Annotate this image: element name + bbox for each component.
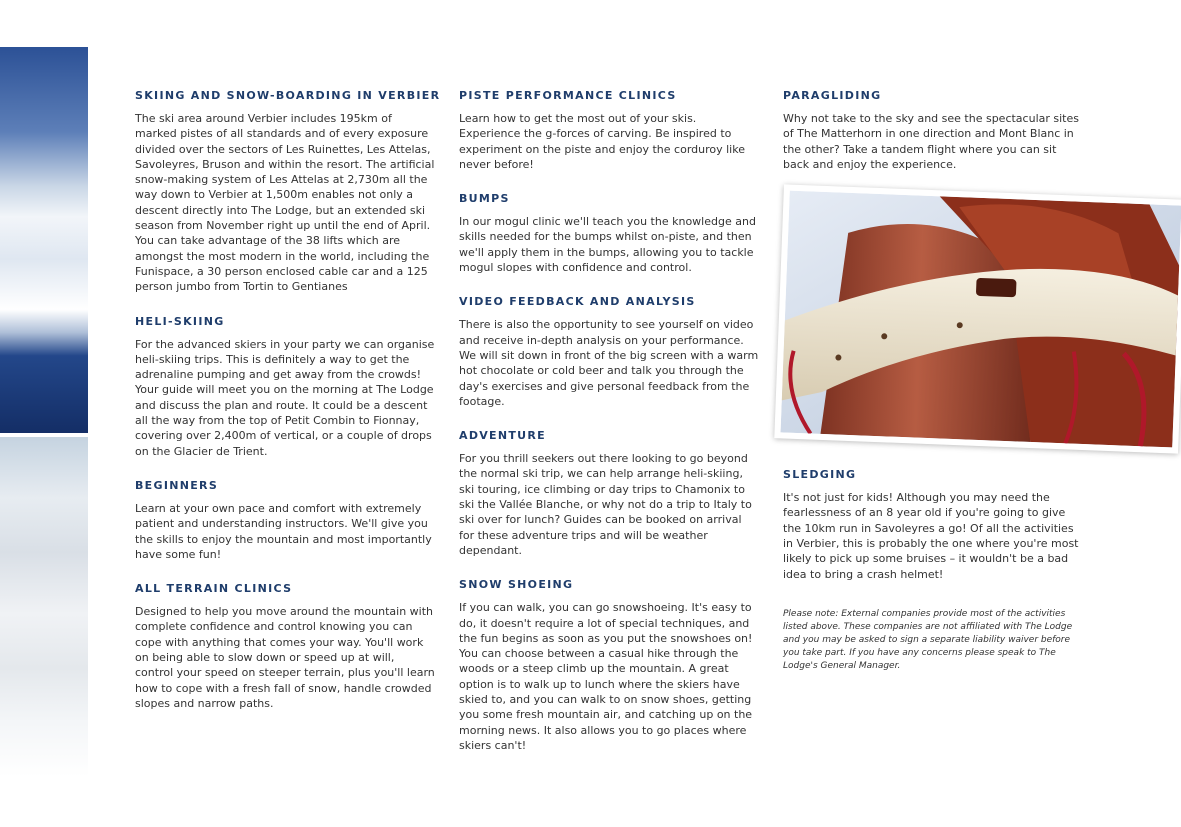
heading-beginners: BEGINNERS	[135, 478, 219, 492]
section-snow-shoeing	[459, 578, 759, 753]
mountain-photo-top	[0, 47, 88, 433]
text-all-terrain: Designed to help you move around the mountain with complete confidence and control knowing you can cope with anything that comes your way. You'll work on being able to slow down or speed up at will, control your speed on steeper terrain, plus you'll learn how to cope with a fresh fall of snow, handle crowded slopes and narrow paths.	[135, 605, 435, 710]
heading-snow-shoeing: SNOW SHOEING	[459, 578, 574, 592]
section-all-terrain	[135, 582, 435, 711]
column-3	[783, 89, 1083, 673]
text-snow-shoeing: If you can walk, you can go snowshoeing. It's easy to do, it doesn't require a lot of special techniques, and the fun begins as soon as you put the snowshoes on! You can choose between a casual hike through the woods or a steep climb up the mountain. A great option is to walk up to lunch where the skiers have skied to, and you can walk to on snow shoes, getting you some fresh mountain air, and catching up on the morning news. It also allows you to go places where skiers can't!	[459, 601, 753, 752]
text-piste-performance: Learn how to get the most out of your skis. Experience the g-forces of carving. Be inspired to experiment on the piste and enjoy the corduroy like never before!	[459, 112, 745, 171]
text-paragliding: Why not take to the sky and see the spectacular sites of The Matterhorn in one direction and Mont Blanc in the other? Take a tandem flight where you can sit back and enjoy the experience.	[783, 112, 1079, 171]
section-adventure	[459, 429, 759, 558]
section-sledging	[783, 468, 1083, 582]
text-adventure: For you thrill seekers out there looking to go beyond the normal ski trip, we can help arrange heli-skiing, ski touring, ice climbing or day trips to Chamonix to ski the Vallée Blanche, or why not do a trip to Italy to ski over for lunch? Guides can be booked on arrival for these adventure trips and will be weather dependant.	[459, 452, 752, 557]
heading-adventure: ADVENTURE	[459, 429, 546, 443]
text-sledging: It's not just for kids! Although you may need the fearlessness of an 8 year old if you're going to give the 10km run in Savoleyres a go! Of all the activities in Verbier, this is probably the one where you're most likely to pick up some bruises – it wouldn't be a bad idea to bring a crash helmet!	[783, 491, 1079, 581]
heading-skiing: SKIING AND SNOW-BOARDING IN VERBIER	[135, 89, 441, 102]
section-skiing	[135, 89, 441, 295]
heading-sledging: SLEDGING	[783, 468, 857, 482]
text-beginners: Learn at your own pace and comfort with extremely patient and understanding instructors. We'll give you the skills to enjoy the mountain and most importantly have some fun!	[135, 501, 432, 561]
section-heli-skiing	[135, 315, 435, 459]
section-video-feedback	[459, 295, 759, 409]
column-1	[135, 89, 441, 731]
heading-video-feedback: VIDEO FEEDBACK AND ANALYSIS	[459, 295, 696, 309]
disclaimer-note: Please note: External companies provide most of the activities listed above. These companies are not affiliated with The Lodge and you may be asked to sign a separate liability waiver before you take part. If you have any concerns please speak to The Lodge's General Manager.	[783, 608, 1073, 671]
section-paragliding	[783, 89, 1083, 172]
sledge-photo-frame	[774, 185, 1181, 454]
heading-bumps: BUMPS	[459, 192, 510, 206]
section-piste-performance	[459, 89, 759, 172]
heading-heli-skiing: HELI-SKIING	[135, 314, 225, 328]
text-skiing: The ski area around Verbier includes 195km of marked pistes of all standards and of every exposure divided over the sectors of Les Ruinettes, Les Attelas, Savoleyres, Bruson and within the resort. The artificial snow-making system of Les Attelas at 2,730m all the way down to Verbier at 1,500m enables not only a descent directly into The Lodge, but an extended ski season from November right up until the end of April. You can take advantage of the 38 lifts which are amongst the most modern in the world, including the Funispace, a 30 person enclosed cable car and a 125 person jumbo from Tortin to Gentianes	[135, 112, 435, 294]
text-heli-skiing: For the advanced skiers in your party we can organise heli-skiing trips. This is definitely a way to get the adrenaline pumping and get away from the crowds! Your guide will meet you on the morning at The Lodge and discuss the plan and route. It could be a descent all the way from the top of Petit Combin to Fionnay, covering over 2,400m of vertical, or a couple of drops on the Glacier de Trient.	[135, 337, 435, 458]
sledge-photo	[780, 191, 1181, 448]
heading-all-terrain: ALL TERRAIN CLINICS	[135, 582, 293, 596]
column-2	[459, 89, 759, 773]
text-video-feedback: There is also the opportunity to see yourself on video and receive in-depth analysis on your performance. We will sit down in front of the big screen with a warm hot chocolate or cold beer and talk you through the day's exercises and give personal feedback from the footage.	[459, 318, 759, 408]
heading-paragliding: PARAGLIDING	[783, 89, 882, 102]
heading-piste-performance: PISTE PERFORMANCE CLINICS	[459, 89, 677, 102]
section-beginners	[135, 479, 435, 562]
snow-photo-bottom	[0, 437, 88, 777]
section-bumps	[459, 192, 759, 275]
text-bumps: In our mogul clinic we'll teach you the knowledge and skills needed for the bumps whilst on-piste, and then we'll apply them in the bumps, allowing you to tackle mogul slopes with confidence and control.	[459, 215, 756, 275]
